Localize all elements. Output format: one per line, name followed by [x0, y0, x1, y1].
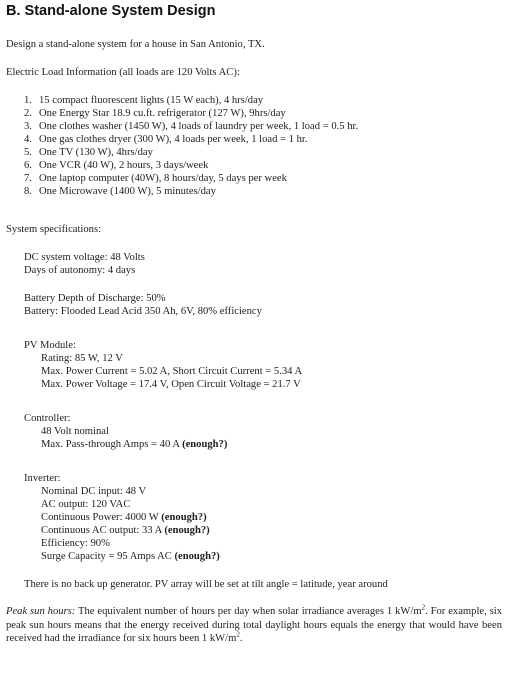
controller-nominal: 48 Volt nominal: [41, 426, 109, 437]
controller-pass-through: [41, 438, 227, 451]
load-item-text: One TV (130 W), 4hrs/day: [39, 147, 153, 158]
load-item-number: 6.: [24, 160, 32, 171]
load-item-number: 2.: [24, 108, 32, 119]
load-item-text: 15 compact fluorescent lights (15 W each), 4 hrs/day: [39, 95, 264, 106]
load-item-number: 1.: [24, 95, 32, 106]
load-item-text: One Microwave (1400 W), 5 minutes/day: [39, 186, 216, 197]
load-info-title: Electric Load Information (all loads are 120 Volts AC):: [6, 67, 240, 78]
cont-ac-text: Continuous AC output: 33 A: [41, 525, 162, 536]
load-item-text: One VCR (40 W), 2 hours, 3 days/week: [39, 160, 209, 171]
specs-title: System specifications:: [6, 224, 102, 235]
load-item-text: One clothes washer (1450 W), 4 loads of laundry per week, 1 load = 0.5 hr.: [39, 121, 359, 132]
battery-spec: Battery: Flooded Lead Acid 350 Ah, 6V, 80% efficiency: [24, 306, 262, 317]
enough-flag: (enough?): [164, 525, 210, 536]
load-item: [24, 133, 308, 146]
load-item-number: 5.: [24, 147, 32, 158]
inverter-dc-input: Nominal DC input: 48 V: [41, 486, 147, 497]
pv-current: Max. Power Current = 5.02 A, Short Circuit Current = 5.34 A: [41, 366, 303, 377]
peak-text-3: .: [239, 633, 243, 645]
section-heading: B. Stand-alone System Design: [6, 3, 216, 19]
controller-title: Controller:: [24, 413, 71, 424]
peak-sun-hours-term: Peak sun hours:: [6, 606, 76, 617]
backup-note: There is no back up generator. PV array will be set at tilt angle = latitude, year around: [24, 579, 388, 590]
pv-module-title: PV Module:: [24, 340, 76, 351]
inverter-surge: [41, 550, 220, 563]
dc-voltage-spec: DC system voltage: 48 Volts: [24, 252, 145, 263]
surge-text: Surge Capacity = 95 Amps AC: [41, 551, 172, 562]
load-item: [24, 107, 286, 120]
intro-text: Design a stand-alone system for a house in San Antonio, TX.: [6, 39, 265, 50]
load-item-number: 8.: [24, 186, 32, 197]
peak-sun-hours-paragraph: [6, 605, 502, 646]
superscript-2: 2: [236, 630, 240, 639]
inverter-continuous-power: [41, 511, 207, 524]
load-item: [24, 185, 216, 198]
load-item: [24, 94, 263, 107]
pv-rating: Rating: 85 W, 12 V: [41, 353, 123, 364]
inverter-efficiency: Efficiency: 90%: [41, 538, 110, 549]
inverter-title: Inverter:: [24, 473, 61, 484]
load-item-text: One laptop computer (40W), 8 hours/day, 5 days per week: [39, 173, 287, 184]
load-item: [24, 159, 208, 172]
controller-pass-text: Max. Pass-through Amps = 40 A: [41, 439, 180, 450]
pv-voltage: Max. Power Voltage = 17.4 V, Open Circuit Voltage = 21.7 V: [41, 379, 301, 390]
inverter-ac-output: AC output: 120 VAC: [41, 499, 131, 510]
dod-spec: Battery Depth of Discharge: 50%: [24, 293, 166, 304]
autonomy-spec: Days of autonomy: 4 days: [24, 265, 136, 276]
inverter-continuous-ac: [41, 524, 210, 537]
load-item-text: One Energy Star 18.9 cu.ft. refrigerator (127 W), 9hrs/day: [39, 108, 286, 119]
load-item-number: 3.: [24, 121, 32, 132]
load-item-number: 4.: [24, 134, 32, 145]
enough-flag: (enough?): [182, 439, 228, 450]
cont-power-text: Continuous Power: 4000 W: [41, 512, 159, 523]
enough-flag: (enough?): [174, 551, 220, 562]
load-item-number: 7.: [24, 173, 32, 184]
load-item: [24, 146, 153, 159]
peak-text-1: The equivalent number of hours per day when solar irradiance averages 1 kW/m: [75, 606, 422, 617]
load-item: [24, 172, 287, 185]
superscript-2: 2: [421, 603, 426, 612]
load-item-text: One gas clothes dryer (300 W), 4 loads per week, 1 load = 1 hr.: [39, 134, 308, 145]
peak-text-2: . For example, six peak sun hours means that the energy received during total daylight hours equals the energy that would have been received had the irradiance for six hours been 1 kW/m: [6, 606, 502, 645]
load-item: [24, 120, 358, 133]
enough-flag: (enough?): [161, 512, 207, 523]
